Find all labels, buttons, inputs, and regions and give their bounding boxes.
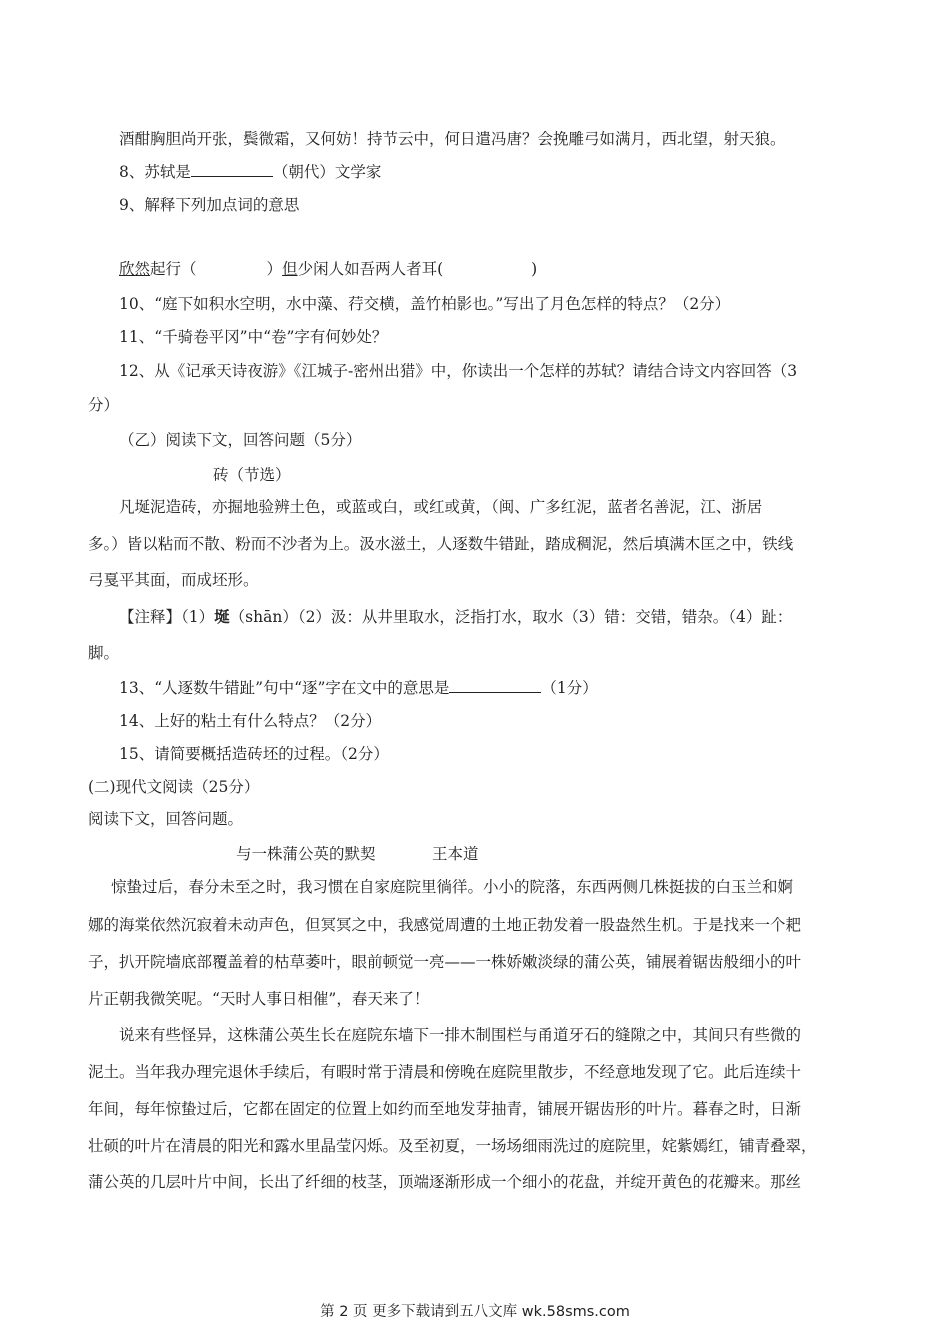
q8-prefix: 8、苏轼是 [119,163,191,181]
question-11: 11、“千骑卷平冈”中“卷”字有何妙处？ [119,328,388,346]
yi-text-line-3: 弓戛平其面，而成坯形。 [88,571,259,589]
note-part-2: （shān）（2）汲：从井里取水，泛指打水，取水（3）错：交错，错杂。（4）趾： [229,608,793,626]
question-12-line-1: 12、从《记承天诗夜游》《江城子-密州出猎》中，你读出一个怎样的苏轼？请结合诗文内容回答（3 [119,362,798,380]
article-title: 与一株蒲公英的默契 [236,845,376,863]
q9-word-1-close: ） [266,260,283,278]
question-14: 14、上好的粘土有什么特点？（2分） [119,712,382,730]
section-2-instruction: 阅读下文，回答问题。 [88,810,244,828]
section-yi-heading: （乙）阅读下文，回答问题（5分） [119,431,362,449]
annotation-note-line-2: 脚。 [88,644,120,662]
q13-prefix: 13、“人逐数牛错趾”句中“逐”字在文中的意思是 [119,679,450,697]
q8-answer-blank[interactable] [191,160,273,177]
q13-answer-blank[interactable] [449,676,541,693]
question-8 [119,160,381,183]
yi-text-line-2: 多。）皆以粘而不散、粉而不沙者为上。汲水滋土，人逐数牛错趾，踏成稠泥，然后填满木匡之中，铁线 [88,535,794,553]
q9-word-2-rest: 少闲人如吾两人者耳( [297,260,444,278]
para2-line-5: 蒲公英的几层叶片中间，长出了纤细的枝茎，顶端逐渐形成一个细小的花盘，并绽开黄色的花瓣来。那丝 [88,1173,802,1191]
q9-word-2-close: ) [531,260,538,278]
para2-line-4: 壮硕的叶片在清晨的阳光和露水里晶莹闪烁。及至初夏，一场场细雨洗过的庭院里，姹紫嫣红，铺青叠翠， [88,1137,817,1155]
question-10: 10、“庭下如积水空明，水中藻、荇交横，盖竹柏影也。”写出了月色怎样的特点？（2分） [119,295,731,313]
q13-suffix: （1分） [541,679,598,697]
para2-line-2: 泥土。当年我办理完退休手续后，有暇时常于清晨和傍晚在庭院里散步，不经意地发现了它。此后连续十 [88,1063,802,1081]
note-part-1: （1） [181,608,215,626]
question-9: 9、解释下列加点词的意思 [119,196,300,214]
page-footer: 第 2 页 更多下载请到五八文库 wk.58sms.com [320,1304,630,1320]
annotation-note [119,606,792,628]
question-15: 15、请简要概括造砖坯的过程。（2分） [119,745,389,763]
para2-line-3: 年间，每年惊蛰过后，它都在固定的位置上如约而至地发芽抽青，铺展开锯齿形的叶片。暮春之时，日渐 [88,1100,802,1118]
article-author: 王本道 [432,845,479,863]
para1-line-1: 惊蛰过后，春分未至之时，我习惯在自家庭院里徜徉。小小的院落，东西两侧几株挺拔的白玉兰和婀 [111,878,794,896]
question-13 [119,676,598,699]
note-bold-char: 埏 [214,607,230,626]
para1-line-3: 子，扒开院墙底部覆盖着的枯草萎叶，眼前顿觉一亮——一株娇嫩淡绿的蒲公英，铺展着锯齿般细小的叶 [88,953,802,971]
q8-suffix: （朝代）文学家 [272,163,382,181]
question-9-items [119,258,537,280]
q9-word-1-rest: 起行（ [150,260,197,278]
q9-word-1: 欣然 [119,260,151,278]
para1-line-4: 片正朝我微笑呢。“天时人事日相催”，春天来了！ [88,990,430,1008]
section-yi-title: 砖（节选） [213,466,291,484]
para2-line-1: 说来有些怪异，这株蒲公英生长在庭院东墙下一排木制围栏与甬道牙石的缝隙之中，其间只有些微的 [119,1026,802,1044]
yi-text-line-1: 凡埏泥造砖，亦掘地验辨土色，或蓝或白，或红或黄，（闽、广多红泥，蓝者名善泥，江、浙居 [119,498,763,516]
question-12-line-2: 分） [88,396,120,414]
q9-word-2: 但 [282,260,298,278]
section-2-heading: (二)现代文阅读（25分） [88,778,260,796]
poem-tail: 酒酣胸胆尚开张，鬓微霜，又何妨！持节云中，何日遣冯唐？会挽雕弓如满月，西北望，射天狼。 [119,130,786,148]
para1-line-2: 娜的海棠依然沉寂着未动声色，但冥冥之中，我感觉周遭的土地正勃发着一股盎然生机。于是找来一个耙 [88,916,802,934]
note-label: 【注释】 [119,608,182,626]
